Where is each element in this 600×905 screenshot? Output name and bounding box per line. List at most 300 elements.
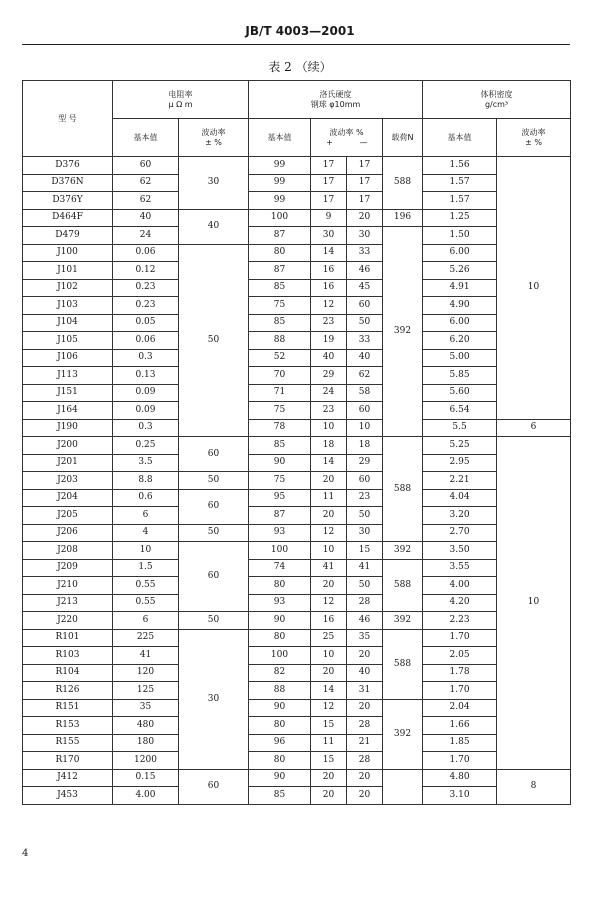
- resistivity-cell: 0.55: [113, 594, 179, 612]
- resistivity-cell: 6: [113, 507, 179, 525]
- model-cell: R151: [23, 699, 113, 717]
- table-row: [23, 157, 571, 175]
- resistivity-cell: 0.23: [113, 297, 179, 315]
- table-row: [23, 507, 571, 525]
- hard-minus-cell: 50: [347, 314, 383, 332]
- hard-plus-cell: 40: [311, 349, 347, 367]
- density-cell: 5.00: [423, 349, 497, 367]
- den-fluct-header: [497, 119, 571, 157]
- hardness-header: [249, 81, 423, 119]
- hard-minus-cell: 50: [347, 507, 383, 525]
- density-title: 体积密度: [480, 89, 513, 99]
- model-cell: R155: [23, 734, 113, 752]
- load-cell: 196: [383, 209, 423, 227]
- model-cell: J101: [23, 262, 113, 280]
- resistivity-cell: 0.13: [113, 367, 179, 385]
- hard-minus-cell: 60: [347, 402, 383, 420]
- hard-minus-cell: 40: [347, 664, 383, 682]
- density-cell: 1.85: [423, 734, 497, 752]
- hardness-cell: 90: [249, 769, 311, 787]
- hardness-cell: 52: [249, 349, 311, 367]
- density-cell: 1.57: [423, 192, 497, 210]
- density-cell: 4.04: [423, 489, 497, 507]
- table-row: [23, 349, 571, 367]
- load-header: 载荷N: [383, 119, 423, 157]
- hardness-cell: 99: [249, 192, 311, 210]
- hard-minus-cell: 28: [347, 752, 383, 770]
- model-cell: D376Y: [23, 192, 113, 210]
- load-cell: 588: [383, 559, 423, 612]
- hard-plus-cell: 10: [311, 419, 347, 437]
- hard-plus-cell: 20: [311, 664, 347, 682]
- model-cell: D464F: [23, 209, 113, 227]
- resistivity-cell: 62: [113, 192, 179, 210]
- hard-plus-cell: 23: [311, 314, 347, 332]
- hardness-cell: 80: [249, 717, 311, 735]
- density-cell: 1.50: [423, 227, 497, 245]
- hardness-cell: 87: [249, 262, 311, 280]
- hard-plus-cell: 16: [311, 279, 347, 297]
- resistivity-cell: 1200: [113, 752, 179, 770]
- hard-minus-cell: 33: [347, 244, 383, 262]
- hard-minus-cell: 20: [347, 209, 383, 227]
- hard-plus-cell: 15: [311, 752, 347, 770]
- hard-minus-cell: 46: [347, 612, 383, 630]
- resistivity-cell: 0.3: [113, 349, 179, 367]
- resistivity-cell: 0.3: [113, 419, 179, 437]
- hard-plus-cell: 20: [311, 769, 347, 787]
- load-cell: 392: [383, 227, 423, 437]
- hard-plus-cell: 17: [311, 174, 347, 192]
- hard-minus-cell: 23: [347, 489, 383, 507]
- model-cell: J412: [23, 769, 113, 787]
- density-cell: 4.80: [423, 769, 497, 787]
- hard-plus-cell: 25: [311, 629, 347, 647]
- hardness-cell: 100: [249, 209, 311, 227]
- model-cell: J102: [23, 279, 113, 297]
- hardness-cell: 95: [249, 489, 311, 507]
- table-row: [23, 717, 571, 735]
- table-row: [23, 769, 571, 787]
- table-row: [23, 559, 571, 577]
- res-fluct-cell: 30: [179, 629, 249, 769]
- hardness-cell: 90: [249, 612, 311, 630]
- model-cell: R126: [23, 682, 113, 700]
- hardness-cell: 75: [249, 297, 311, 315]
- model-cell: J220: [23, 612, 113, 630]
- hard-minus-cell: 60: [347, 472, 383, 490]
- load-cell: 392: [383, 612, 423, 630]
- resistivity-cell: 480: [113, 717, 179, 735]
- hard-minus-cell: 31: [347, 682, 383, 700]
- hardness-cell: 82: [249, 664, 311, 682]
- density-cell: 1.70: [423, 682, 497, 700]
- hardness-cell: 71: [249, 384, 311, 402]
- hardness-cell: 85: [249, 437, 311, 455]
- hardness-cell: 96: [249, 734, 311, 752]
- hard-plus-cell: 20: [311, 787, 347, 805]
- table-row: [23, 332, 571, 350]
- resistivity-cell: 41: [113, 647, 179, 665]
- hard-minus-cell: 18: [347, 437, 383, 455]
- hard-minus-cell: 45: [347, 279, 383, 297]
- density-cell: 5.60: [423, 384, 497, 402]
- model-cell: R104: [23, 664, 113, 682]
- model-cell: J208: [23, 542, 113, 560]
- den-fluct-label: 波动率: [521, 127, 546, 137]
- res-fluct-cell: 40: [179, 209, 249, 244]
- table-row: [23, 664, 571, 682]
- hard-plus-cell: 10: [311, 542, 347, 560]
- resistivity-cell: 6: [113, 612, 179, 630]
- load-cell: 588: [383, 437, 423, 542]
- model-cell: D376N: [23, 174, 113, 192]
- model-cell: J151: [23, 384, 113, 402]
- hardness-cell: 70: [249, 367, 311, 385]
- hard-plus-cell: 30: [311, 227, 347, 245]
- density-cell: 3.55: [423, 559, 497, 577]
- table-row: [23, 489, 571, 507]
- hardness-cell: 99: [249, 174, 311, 192]
- resistivity-cell: 120: [113, 664, 179, 682]
- resistivity-cell: 1.5: [113, 559, 179, 577]
- hard-plus-cell: 20: [311, 472, 347, 490]
- res-fluct-header: [179, 119, 249, 157]
- load-cell: [383, 769, 423, 804]
- density-cell: 2.70: [423, 524, 497, 542]
- model-cell: J453: [23, 787, 113, 805]
- density-cell: 1.78: [423, 664, 497, 682]
- density-header: [423, 81, 571, 119]
- density-cell: 4.20: [423, 594, 497, 612]
- hardness-cell: 80: [249, 629, 311, 647]
- density-cell: 2.95: [423, 454, 497, 472]
- model-cell: J205: [23, 507, 113, 525]
- resistivity-cell: 0.25: [113, 437, 179, 455]
- hard-plus-cell: 29: [311, 367, 347, 385]
- hardness-title: 洛氏硬度: [319, 89, 352, 99]
- hard-plus-cell: 12: [311, 594, 347, 612]
- model-cell: R153: [23, 717, 113, 735]
- res-fluct-cell: 50: [179, 472, 249, 490]
- hard-plus-cell: 20: [311, 577, 347, 595]
- hardness-cell: 90: [249, 699, 311, 717]
- header-rule: [22, 44, 570, 45]
- density-cell: 1.25: [423, 209, 497, 227]
- hard-plus-cell: 17: [311, 157, 347, 175]
- hardness-cell: 90: [249, 454, 311, 472]
- hard-fluct-header: [311, 119, 383, 157]
- table-row: [23, 437, 571, 455]
- table-row: [23, 454, 571, 472]
- table-row: [23, 297, 571, 315]
- hard-minus-cell: 20: [347, 699, 383, 717]
- hard-minus-cell: 20: [347, 787, 383, 805]
- density-cell: 3.10: [423, 787, 497, 805]
- hard-plus-cell: 17: [311, 192, 347, 210]
- hard-minus-cell: 15: [347, 542, 383, 560]
- model-cell: J104: [23, 314, 113, 332]
- model-cell: R170: [23, 752, 113, 770]
- table-row: [23, 787, 571, 805]
- hard-plus-cell: 14: [311, 682, 347, 700]
- resistivity-cell: 24: [113, 227, 179, 245]
- table-row: [23, 209, 571, 227]
- load-cell: 588: [383, 629, 423, 699]
- table-caption: 表 2 （续）: [268, 60, 332, 74]
- density-cell: 2.23: [423, 612, 497, 630]
- hard-minus-cell: 17: [347, 157, 383, 175]
- hardness-cell: 75: [249, 402, 311, 420]
- res-fluct-pm: ± %: [205, 137, 222, 147]
- minus-sign: —: [359, 137, 368, 147]
- model-cell: D376: [23, 157, 113, 175]
- table-row: [23, 629, 571, 647]
- den-base-header: 基本值: [423, 119, 497, 157]
- density-cell: 5.5: [423, 419, 497, 437]
- table-row: [23, 279, 571, 297]
- hardness-cell: 87: [249, 507, 311, 525]
- hard-plus-cell: 20: [311, 507, 347, 525]
- resistivity-cell: 3.5: [113, 454, 179, 472]
- load-cell: 392: [383, 699, 423, 769]
- resistivity-cell: 180: [113, 734, 179, 752]
- hard-plus-cell: 12: [311, 699, 347, 717]
- table-row: [23, 594, 571, 612]
- hard-minus-cell: 41: [347, 559, 383, 577]
- table-row: [23, 734, 571, 752]
- model-cell: R101: [23, 629, 113, 647]
- hard-plus-cell: 12: [311, 297, 347, 315]
- resistivity-cell: 0.05: [113, 314, 179, 332]
- hard-minus-cell: 28: [347, 594, 383, 612]
- hard-minus-cell: 50: [347, 577, 383, 595]
- resistivity-cell: 0.09: [113, 402, 179, 420]
- density-cell: 6.20: [423, 332, 497, 350]
- hardness-cell: 80: [249, 752, 311, 770]
- model-cell: J106: [23, 349, 113, 367]
- density-cell: 4.91: [423, 279, 497, 297]
- hard-minus-cell: 40: [347, 349, 383, 367]
- density-cell: 5.85: [423, 367, 497, 385]
- den-fluct-cell: 6: [497, 419, 571, 437]
- hard-minus-cell: 20: [347, 647, 383, 665]
- table-row: [23, 472, 571, 490]
- hardness-cell: 100: [249, 647, 311, 665]
- resistivity-unit: μ Ω m: [168, 99, 193, 109]
- table-row: [23, 699, 571, 717]
- hard-plus-cell: 14: [311, 244, 347, 262]
- resistivity-cell: 0.09: [113, 384, 179, 402]
- table-row: [23, 647, 571, 665]
- resistivity-cell: 125: [113, 682, 179, 700]
- hard-plus-cell: 11: [311, 734, 347, 752]
- hardness-cell: 93: [249, 594, 311, 612]
- model-cell: J201: [23, 454, 113, 472]
- properties-table: [22, 80, 571, 805]
- hardness-cell: 93: [249, 524, 311, 542]
- model-cell: J200: [23, 437, 113, 455]
- model-cell: J100: [23, 244, 113, 262]
- resistivity-cell: 0.06: [113, 332, 179, 350]
- plus-sign: +: [326, 137, 333, 147]
- density-cell: 6.54: [423, 402, 497, 420]
- model-cell: J203: [23, 472, 113, 490]
- table-body: [23, 157, 571, 805]
- resistivity-cell: 0.06: [113, 244, 179, 262]
- hardness-cell: 74: [249, 559, 311, 577]
- resistivity-cell: 40: [113, 209, 179, 227]
- hard-plus-cell: 9: [311, 209, 347, 227]
- model-cell: J206: [23, 524, 113, 542]
- load-cell: 588: [383, 157, 423, 210]
- resistivity-cell: 0.12: [113, 262, 179, 280]
- resistivity-cell: 0.23: [113, 279, 179, 297]
- resistivity-cell: 62: [113, 174, 179, 192]
- load-cell: 392: [383, 542, 423, 560]
- hard-minus-cell: 30: [347, 227, 383, 245]
- hard-minus-cell: 28: [347, 717, 383, 735]
- table-row: [23, 314, 571, 332]
- model-cell: R103: [23, 647, 113, 665]
- res-fluct-cell: 60: [179, 437, 249, 472]
- resistivity-title: 电阻率: [168, 89, 193, 99]
- density-cell: 1.57: [423, 174, 497, 192]
- hardness-cell: 85: [249, 787, 311, 805]
- table-row: [23, 384, 571, 402]
- hardness-cell: 78: [249, 419, 311, 437]
- density-cell: 2.05: [423, 647, 497, 665]
- table-row: [23, 402, 571, 420]
- model-cell: J105: [23, 332, 113, 350]
- density-cell: 5.26: [423, 262, 497, 280]
- res-fluct-cell: 60: [179, 769, 249, 804]
- table-row: [23, 192, 571, 210]
- density-cell: 1.66: [423, 717, 497, 735]
- model-header: 型 号: [23, 81, 113, 157]
- density-cell: 1.70: [423, 752, 497, 770]
- hardness-cell: 75: [249, 472, 311, 490]
- res-fluct-cell: 50: [179, 612, 249, 630]
- density-cell: 3.20: [423, 507, 497, 525]
- res-fluct-cell: 60: [179, 542, 249, 612]
- model-cell: J209: [23, 559, 113, 577]
- hard-minus-cell: 20: [347, 769, 383, 787]
- table-row: [23, 682, 571, 700]
- density-cell: 5.25: [423, 437, 497, 455]
- hard-plus-cell: 41: [311, 559, 347, 577]
- den-fluct-pm: ± %: [525, 137, 542, 147]
- res-base-header: 基本值: [113, 119, 179, 157]
- hard-minus-cell: 10: [347, 419, 383, 437]
- table-row: [23, 262, 571, 280]
- model-cell: J103: [23, 297, 113, 315]
- resistivity-cell: 0.15: [113, 769, 179, 787]
- density-cell: 6.00: [423, 244, 497, 262]
- hard-plus-cell: 10: [311, 647, 347, 665]
- hard-plus-cell: 15: [311, 717, 347, 735]
- hard-plus-cell: 16: [311, 612, 347, 630]
- density-cell: 3.50: [423, 542, 497, 560]
- den-fluct-cell: 10: [497, 437, 571, 770]
- hard-plus-cell: 12: [311, 524, 347, 542]
- model-cell: J190: [23, 419, 113, 437]
- resistivity-cell: 0.55: [113, 577, 179, 595]
- hardness-cell: 80: [249, 577, 311, 595]
- res-fluct-cell: 30: [179, 157, 249, 210]
- model-cell: J113: [23, 367, 113, 385]
- hard-minus-cell: 33: [347, 332, 383, 350]
- hard-base-header: 基本值: [249, 119, 311, 157]
- resistivity-cell: 4: [113, 524, 179, 542]
- hardness-cell: 100: [249, 542, 311, 560]
- hard-minus-cell: 62: [347, 367, 383, 385]
- hard-plus-cell: 19: [311, 332, 347, 350]
- hardness-cell: 87: [249, 227, 311, 245]
- page-number: 4: [22, 848, 29, 859]
- hard-plus-cell: 11: [311, 489, 347, 507]
- resistivity-cell: 60: [113, 157, 179, 175]
- hard-plus-cell: 18: [311, 437, 347, 455]
- res-fluct-cell: 60: [179, 489, 249, 524]
- table-row: [23, 367, 571, 385]
- hard-minus-cell: 21: [347, 734, 383, 752]
- density-cell: 1.70: [423, 629, 497, 647]
- model-cell: J204: [23, 489, 113, 507]
- table-row: [23, 542, 571, 560]
- resistivity-cell: 8.8: [113, 472, 179, 490]
- table-row: [23, 524, 571, 542]
- standard-code: JB/T 4003—2001: [245, 24, 355, 38]
- model-cell: J164: [23, 402, 113, 420]
- hard-plus-cell: 16: [311, 262, 347, 280]
- table-row: [23, 244, 571, 262]
- density-cell: 1.56: [423, 157, 497, 175]
- density-cell: 2.04: [423, 699, 497, 717]
- resistivity-cell: 35: [113, 699, 179, 717]
- den-fluct-cell: 8: [497, 769, 571, 804]
- resistivity-cell: 225: [113, 629, 179, 647]
- hard-fluct-label: 波动率 %: [329, 127, 364, 137]
- hard-fluct-signs: [311, 139, 382, 147]
- hard-minus-cell: 35: [347, 629, 383, 647]
- res-fluct-cell: 50: [179, 244, 249, 437]
- resistivity-cell: 0.6: [113, 489, 179, 507]
- hard-minus-cell: 17: [347, 192, 383, 210]
- resistivity-cell: 10: [113, 542, 179, 560]
- den-fluct-cell: 10: [497, 157, 571, 420]
- hard-minus-cell: 46: [347, 262, 383, 280]
- table-row: [23, 227, 571, 245]
- res-fluct-label: 波动率: [201, 127, 226, 137]
- hard-plus-cell: 23: [311, 402, 347, 420]
- hardness-cell: 85: [249, 314, 311, 332]
- hardness-cell: 88: [249, 682, 311, 700]
- hard-minus-cell: 29: [347, 454, 383, 472]
- table-row: [23, 612, 571, 630]
- density-cell: 4.00: [423, 577, 497, 595]
- table-row: [23, 419, 571, 437]
- hard-minus-cell: 30: [347, 524, 383, 542]
- density-unit: g/cm³: [484, 99, 509, 109]
- hardness-cell: 88: [249, 332, 311, 350]
- hard-plus-cell: 24: [311, 384, 347, 402]
- hard-minus-cell: 58: [347, 384, 383, 402]
- table-row: [23, 577, 571, 595]
- hardness-subtitle: 钢球 φ10mm: [310, 99, 361, 109]
- resistivity-header: [113, 81, 249, 119]
- hard-plus-cell: 14: [311, 454, 347, 472]
